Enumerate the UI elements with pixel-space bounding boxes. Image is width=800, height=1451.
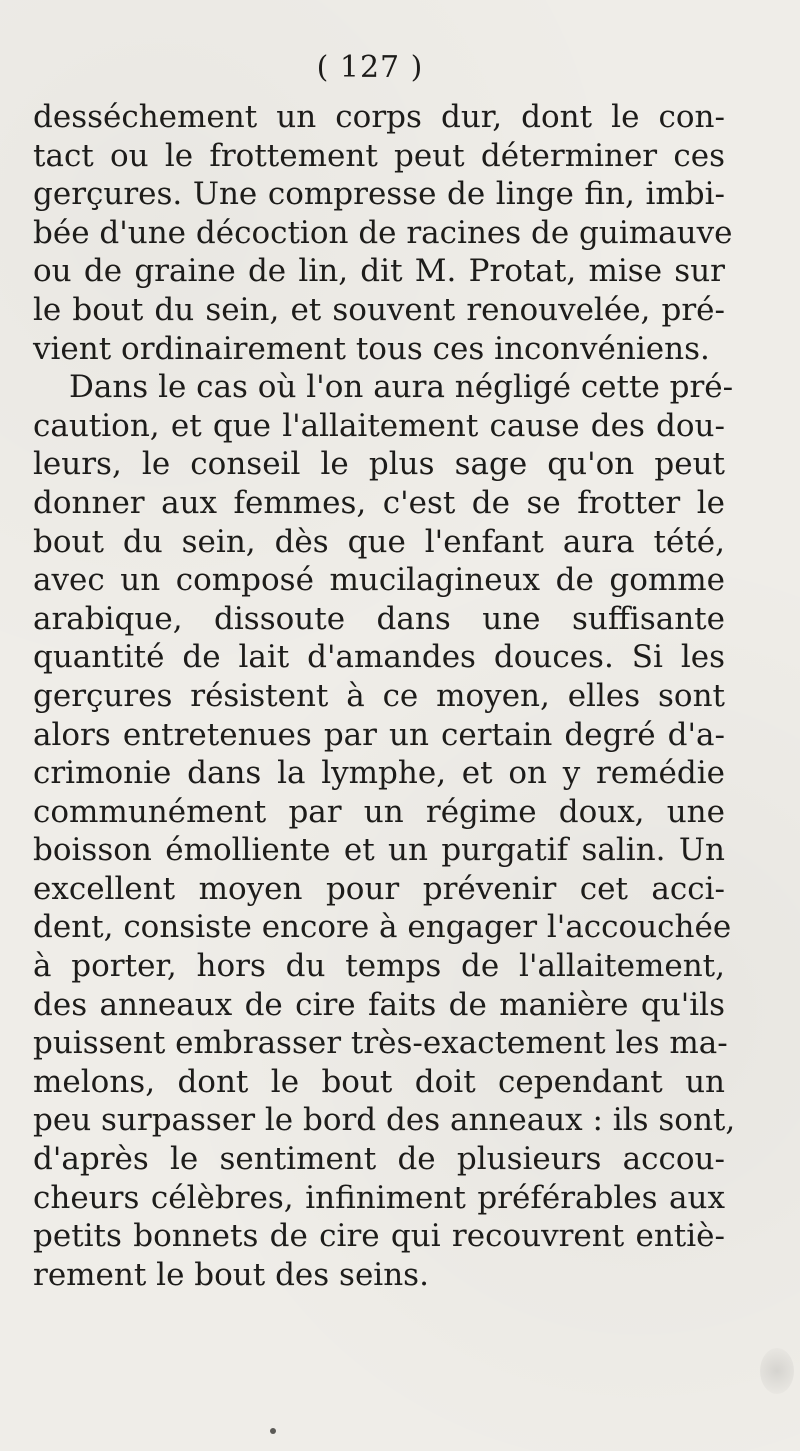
text-line-23: à porter, hors du temps de l'allaitement, [33, 948, 725, 985]
text-line-27: peu surpasser le bord des anneaux : ils sont, [33, 1102, 736, 1139]
text-line-22: dent, consiste encore à engager l'accouchée [33, 909, 732, 946]
text-line-15: quantité de lait d'amandes douces. Si les [33, 639, 725, 676]
text-line-5: ou de graine de lin, dit M. Protat, mise sur [33, 253, 725, 290]
text-line-10: leurs, le conseil le plus sage qu'on peut [33, 446, 725, 483]
text-line-7: vient ordinairement tous ces inconvéniens. [33, 330, 710, 367]
text-line-11: donner aux femmes, c'est de se frotter le [33, 484, 725, 521]
text-line-29: cheurs célèbres, infiniment préférables aux [33, 1179, 725, 1216]
text-line-20: boisson émolliente et un purgatif salin. Un [33, 832, 725, 869]
text-line-24: des anneaux de cire faits de manière qu'ils [33, 986, 725, 1023]
text-line-30: petits bonnets de cire qui recouvrent entiè- [33, 1218, 725, 1255]
text-line-16: gerçures résistent à ce moyen, elles sont [33, 677, 725, 714]
text-line-19: communément par un régime doux, une [33, 793, 725, 830]
text-line-14: arabique, dissoute dans une suffisante [33, 600, 725, 637]
body-text [33, 98, 736, 1294]
text-line-9: caution, et que l'allaitement cause des dou- [33, 407, 725, 444]
text-line-8: Dans le cas où l'on aura négligé cette pré- [69, 369, 734, 406]
text-line-28: d'après le sentiment de plusieurs accou- [33, 1141, 725, 1178]
text-line-31: rement le bout des seins. [33, 1256, 429, 1293]
text-line-13: avec un composé mucilagineux de gomme [33, 562, 725, 599]
paper-stain [760, 1348, 794, 1394]
text-line-12: bout du sein, dès que l'enfant aura tété, [33, 523, 725, 560]
text-line-4: bée d'une décoction de racines de guimauve [33, 214, 733, 251]
ink-dot [270, 1428, 276, 1434]
text-line-1: desséchement un corps dur, dont le con- [33, 99, 725, 135]
page-number: ( 127 ) [316, 50, 424, 85]
text-line-18: crimonie dans la lymphe, et on y remédie [33, 755, 725, 792]
text-line-21: excellent moyen pour prévenir cet acci- [33, 870, 725, 907]
text-line-17: alors entretenues par un certain degré d'a- [33, 716, 725, 753]
text-line-2: tact ou le frottement peut déterminer ces [33, 137, 725, 174]
text-line-25: puissent embrasser très-exactement les ma- [33, 1025, 728, 1062]
text-line-26: melons, dont le bout doit cependant un [33, 1063, 725, 1100]
text-line-3: gerçures. Une compresse de linge fin, imbi- [33, 176, 725, 213]
text-line-6: le bout du sein, et souvent renouvelée, pré- [33, 291, 725, 328]
